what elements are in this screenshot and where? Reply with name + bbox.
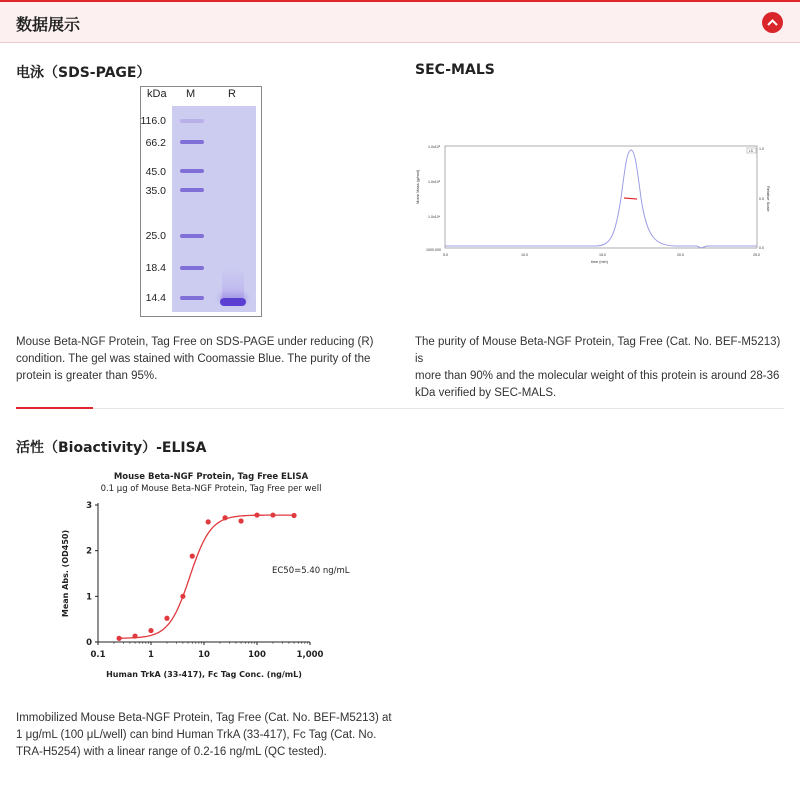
data-point xyxy=(148,628,153,633)
desc-line: more than 90% and the molecular weight of this protein is around 28-36 xyxy=(415,370,780,382)
gel-mw-label: 45.0 xyxy=(145,166,166,178)
marker-band xyxy=(180,234,204,238)
fit-curve xyxy=(119,515,294,638)
legend-label: LS xyxy=(749,149,753,153)
desc-line: The purity of Mouse Beta-NGF Protein, Tag Free (Cat. No. BEF-M5213) is xyxy=(415,336,781,365)
desc-line: 1 μg/mL (100 μL/well) can bind Human TrkA (33-417), Fc Tag (Cat. No. xyxy=(16,729,377,741)
data-point xyxy=(132,633,137,638)
data-point xyxy=(180,594,185,599)
sds-page-title: 电泳（SDS-PAGE） xyxy=(16,65,151,81)
y-tick-right: 1.0 xyxy=(759,147,764,151)
x-tick: 25.0 xyxy=(753,253,760,257)
marker-band xyxy=(180,119,204,123)
section-header xyxy=(0,0,800,43)
elisa-description xyxy=(16,710,406,761)
marker-band xyxy=(180,188,204,192)
sds-description xyxy=(16,334,386,385)
desc-line: kDa verified by SEC-MALS. xyxy=(415,387,557,399)
desc-line: Mouse Beta-NGF Protein, Tag Free on SDS-PAGE under reducing (R) xyxy=(16,336,374,348)
sec-mals-title: SEC-MALS xyxy=(415,62,495,78)
x-tick-label: 1 xyxy=(148,650,154,660)
data-point xyxy=(238,518,243,523)
y-tick-left: 1000.000 xyxy=(426,248,441,252)
data-point xyxy=(222,515,227,520)
ec50-annotation: EC50=5.40 ng/mL xyxy=(272,566,350,576)
data-point xyxy=(164,616,169,621)
gel-mw-label: 25.0 xyxy=(145,230,166,242)
gel-mw-label: 35.0 xyxy=(145,185,166,197)
x-tick-label: 100 xyxy=(248,650,266,660)
gel-lane-m-label: M xyxy=(186,88,196,100)
data-point xyxy=(190,554,195,559)
x-tick-label: 1,000 xyxy=(296,650,324,660)
data-point xyxy=(270,512,275,517)
gel-mw-label: 116.0 xyxy=(140,115,166,127)
elisa-chart xyxy=(50,495,350,685)
x-tick: 10.0 xyxy=(521,253,528,257)
plot-frame xyxy=(445,146,757,248)
chart-title: Mouse Beta-NGF Protein, Tag Free ELISA xyxy=(113,472,309,482)
desc-line: protein is greater than 95%. xyxy=(16,370,158,382)
y-tick-label: 3 xyxy=(86,501,92,511)
section-divider xyxy=(16,408,784,409)
chart-axes xyxy=(86,501,323,660)
x-tick-label: 0.1 xyxy=(90,650,106,660)
y-tick-left: 1.0x10⁴ xyxy=(428,215,441,219)
x-tick: 20.0 xyxy=(677,253,684,257)
data-point xyxy=(254,512,259,517)
y-tick-right: 0.0 xyxy=(759,246,764,250)
x-tick: 5.0 xyxy=(443,253,448,257)
chart-subtitle: 0.1 μg of Mouse Beta-NGF Protein, Tag Free per well xyxy=(100,484,322,494)
data-point xyxy=(116,636,121,641)
x-axis-label: time (min) xyxy=(591,260,608,264)
y-axis-label-left: Molar Mass (g/mol) xyxy=(415,169,420,204)
y-tick-label: 0 xyxy=(86,638,92,648)
y-tick-right: 0.5 xyxy=(759,197,764,201)
gel-lane-r-label: R xyxy=(228,88,236,100)
y-tick-label: 2 xyxy=(86,546,92,557)
y-axis-label: Mean Abs. (OD450) xyxy=(61,529,70,618)
gel-mw-label: 14.4 xyxy=(145,292,166,304)
data-point xyxy=(291,513,296,518)
marker-band xyxy=(180,296,204,300)
sample-smear xyxy=(222,268,244,298)
x-axis-label: Human TrkA (33-417), Fc Tag Conc. (ng/mL) xyxy=(106,670,302,679)
gel-mw-label: 66.2 xyxy=(145,137,166,149)
divider-accent xyxy=(16,407,93,409)
data-points xyxy=(116,512,296,641)
desc-line: TRA-H5254) with a linear range of 0.2-16 ng/mL (QC tested). xyxy=(16,746,327,758)
section-title: 数据展示 xyxy=(16,15,81,34)
y-tick-left: 1.0x10⁵ xyxy=(428,180,441,184)
gel-mw-label: 18.4 xyxy=(145,262,166,274)
marker-band xyxy=(180,169,204,173)
bioactivity-title: 活性（Bioactivity）-ELISA xyxy=(16,440,207,456)
x-tick: 15.0 xyxy=(599,253,606,257)
sample-band xyxy=(220,298,246,306)
sec-mals-plot xyxy=(415,138,770,264)
collapse-button[interactable] xyxy=(762,12,783,33)
desc-line: condition. The gel was stained with Coomassie Blue. The purity of the xyxy=(16,353,371,365)
y-tick-label: 1 xyxy=(86,592,92,603)
x-tick-label: 10 xyxy=(198,650,210,660)
marker-band xyxy=(180,140,204,144)
y-axis-label-right: Relative Scale xyxy=(766,186,771,212)
gel-kda-label: kDa xyxy=(147,88,167,100)
y-tick-left: 1.0x10⁶ xyxy=(428,145,441,149)
sec-mals-description xyxy=(415,334,785,402)
desc-line: Immobilized Mouse Beta-NGF Protein, Tag Free (Cat. No. BEF-M5213) at xyxy=(16,712,392,724)
marker-band xyxy=(180,266,204,270)
data-point xyxy=(206,519,211,524)
chevron-up-icon xyxy=(767,19,778,26)
